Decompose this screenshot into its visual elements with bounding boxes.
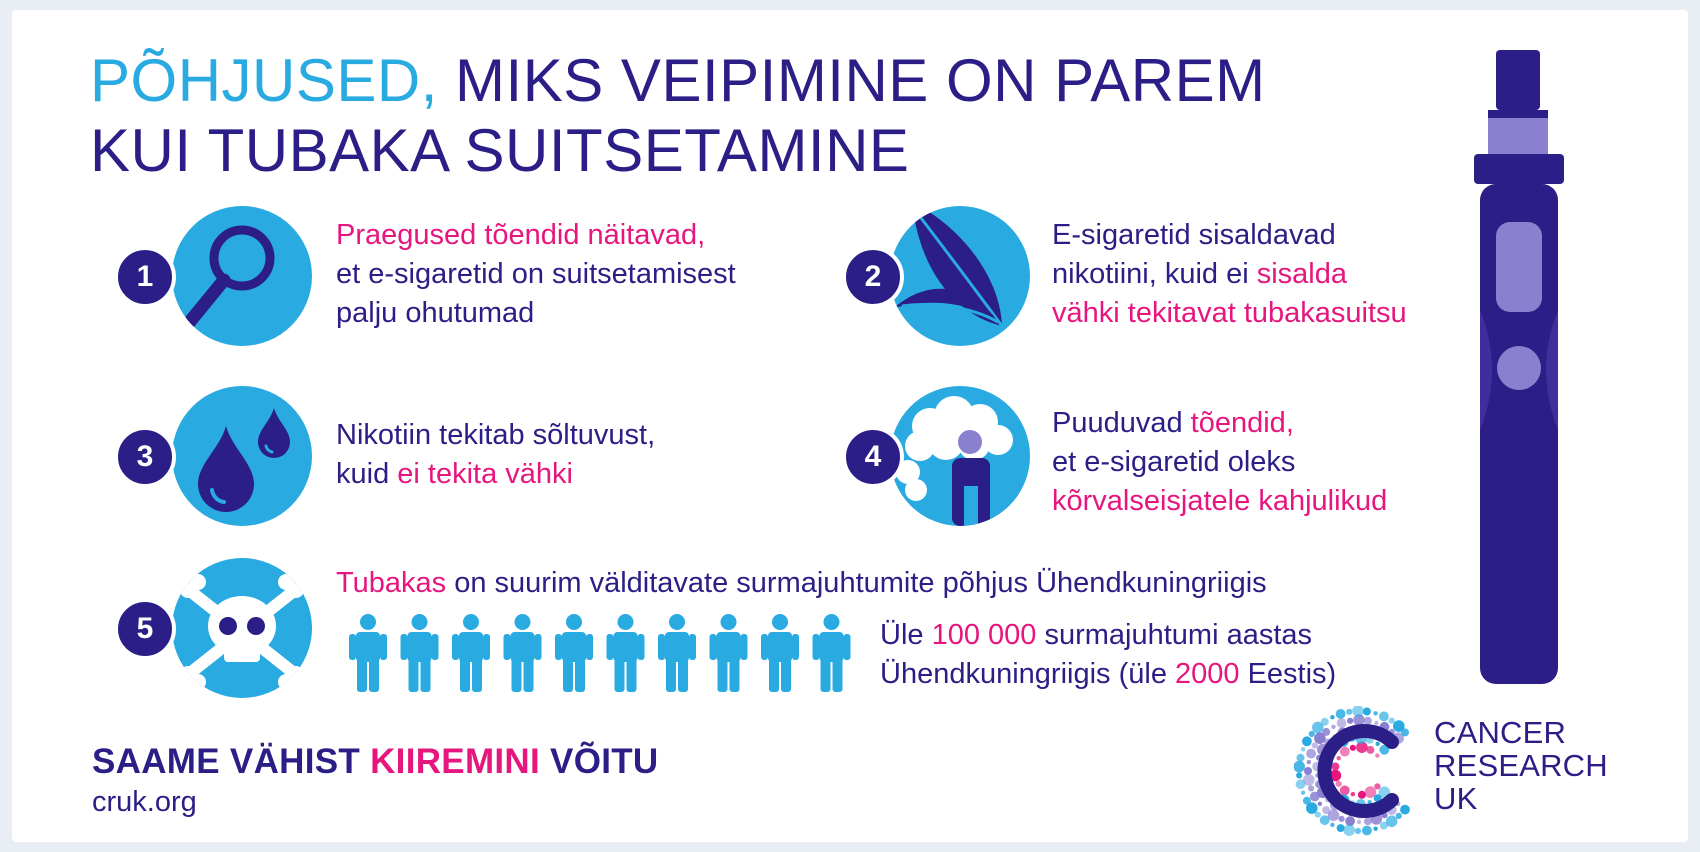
logo-line3: UK <box>1434 781 1478 816</box>
reason-5-headline <box>336 564 1267 603</box>
reason-4-line1-pink: tõendid, <box>1190 407 1294 439</box>
stat-line1-number: 100 000 <box>931 619 1037 651</box>
person-icon <box>607 614 645 692</box>
title-line1: MIKS VEIPIMINE ON PAREM <box>437 47 1266 114</box>
reason-5-number: 5 <box>114 598 176 660</box>
drops-icon <box>172 386 312 526</box>
person-icon <box>555 614 593 692</box>
slogan-b: VÕITU <box>540 742 659 781</box>
person-icon <box>658 614 696 692</box>
reason-4-line2: et e-sigaretid oleks <box>1052 446 1296 478</box>
reason-2-text <box>1052 216 1407 333</box>
title-line2: KUI TUBAKA SUITSETAMINE <box>90 117 910 184</box>
infographic-card <box>12 10 1688 842</box>
person-icon <box>401 614 439 692</box>
reason-1-circle <box>172 206 312 346</box>
reason-2-line2: nikotiini, kuid ei <box>1052 258 1257 290</box>
reason-3-text <box>336 416 655 494</box>
reason-4-line1: Puuduvad <box>1052 407 1191 439</box>
reason-3-line2-pink: ei tekita vähki <box>397 458 573 490</box>
stat-line2-number: 2000 <box>1175 658 1240 690</box>
website-link[interactable]: cruk.org <box>92 786 197 818</box>
reason-1-number: 1 <box>114 246 176 308</box>
logo-line2: RESEARCH <box>1434 748 1608 783</box>
person-icon <box>813 614 851 692</box>
vapour-person-icon <box>890 386 1030 526</box>
e-cigarette-icon <box>1452 50 1592 690</box>
reason-3-line2: kuid <box>336 458 398 490</box>
magnifier-icon <box>172 206 312 346</box>
stat-line1-a: Üle <box>880 619 932 651</box>
person-icon <box>761 614 799 692</box>
reason-1-line3: palju ohutumad <box>336 297 535 329</box>
reason-5-circle <box>172 558 312 698</box>
person-icon <box>349 614 387 692</box>
reason-5-stats <box>880 616 1336 694</box>
stat-line2-a: Ühendkuningriigis (üle <box>880 658 1175 690</box>
reason-4-number: 4 <box>842 426 904 488</box>
person-icon <box>710 614 748 692</box>
slogan-a: SAAME VÄHIST <box>92 742 371 781</box>
logo-line1: CANCER <box>1434 715 1567 750</box>
reason-4-circle <box>890 386 1030 526</box>
slogan <box>92 742 659 782</box>
reason-4-text <box>1052 404 1387 521</box>
reason-1-line2: et e-sigaretid on suitsetamisest <box>336 258 736 290</box>
people-row <box>348 614 868 694</box>
title-highlight: PÕHJUSED, <box>90 47 438 114</box>
reason-4-line3: kõrvalseisjatele kahjulikud <box>1052 485 1388 517</box>
reason-5-line1: on suurim välditavate surmajuhtumite põhjus Ühendkuningriigis <box>446 567 1267 599</box>
skull-crossbones-icon <box>172 558 312 698</box>
stat-line1-b: surmajuhtumi aastas <box>1036 619 1313 651</box>
reason-2-number: 2 <box>842 246 904 308</box>
page-title <box>90 46 1266 186</box>
reason-3-line1: Nikotiin tekitab sõltuvust, <box>336 419 656 451</box>
cruk-logo-icon <box>1294 706 1424 836</box>
reason-5-line1-pink: Tubakas <box>336 567 447 599</box>
reason-3-circle <box>172 386 312 526</box>
reason-2-circle <box>890 206 1030 346</box>
reason-2-line3: vähki tekitavat tubakasuitsu <box>1052 297 1407 329</box>
reason-1-line1: Praegused tõendid näitavad, <box>336 219 706 251</box>
reason-2-line2-pink: sisalda <box>1256 258 1347 290</box>
reason-2-line1: E-sigaretid sisaldavad <box>1052 219 1336 251</box>
person-icon <box>504 614 542 692</box>
reason-1-text <box>336 216 736 333</box>
leaves-icon <box>890 206 1030 346</box>
cruk-logo-text <box>1434 716 1608 815</box>
reason-3-number: 3 <box>114 426 176 488</box>
stat-line2-b: Eestis) <box>1239 658 1337 690</box>
person-icon <box>452 614 490 692</box>
slogan-pink: KIIREMINI <box>370 742 541 781</box>
